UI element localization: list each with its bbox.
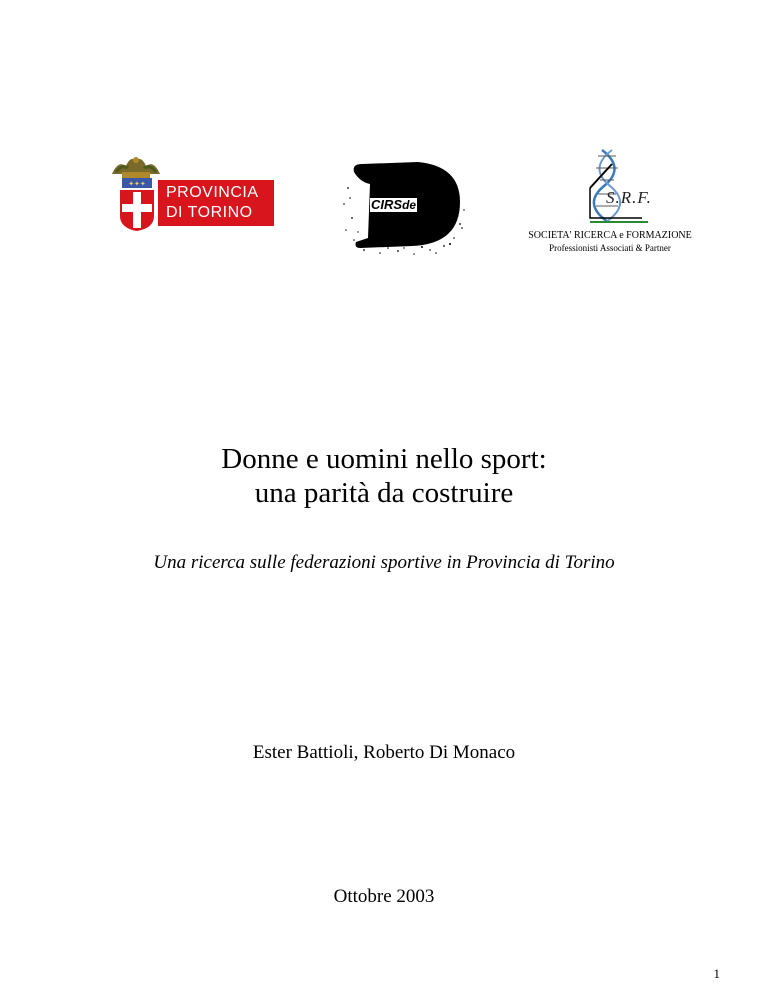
srf-logo [520, 148, 710, 260]
coat-of-arms-icon [118, 176, 156, 232]
provincia-di-torino-logo [108, 152, 274, 234]
cirsde-logo [340, 158, 468, 256]
document-subtitle: Una ricerca sulle federazioni sportive in Provincia di Torino [153, 552, 615, 573]
provincia-line2: DI TORINO [166, 204, 253, 221]
provincia-wordmark [158, 180, 274, 226]
srf-mark: S.R.F. [606, 188, 652, 207]
page-number: 1 [713, 966, 720, 981]
title-line1: Donne e uomini nello sport: [221, 443, 547, 475]
cirsde-wordmark [370, 198, 417, 212]
authors: Ester Battioli, Roberto Di Monaco [252, 742, 516, 763]
document-title [0, 442, 768, 510]
cirsde-main: CIRS [371, 197, 403, 212]
srf-tagline: Professionisti Associati & Partner [549, 243, 671, 253]
srf-company-name: SOCIETA' RICERCA e FORMAZIONE [528, 230, 692, 241]
cirsde-suffix: de [402, 198, 417, 212]
provincia-line1: PROVINCIA [166, 184, 259, 201]
title-line2: una parità da costruire [254, 477, 514, 509]
publication-date: Ottobre 2003 [333, 886, 435, 907]
svg-text:✦✦✦: ✦✦✦ [128, 180, 146, 188]
